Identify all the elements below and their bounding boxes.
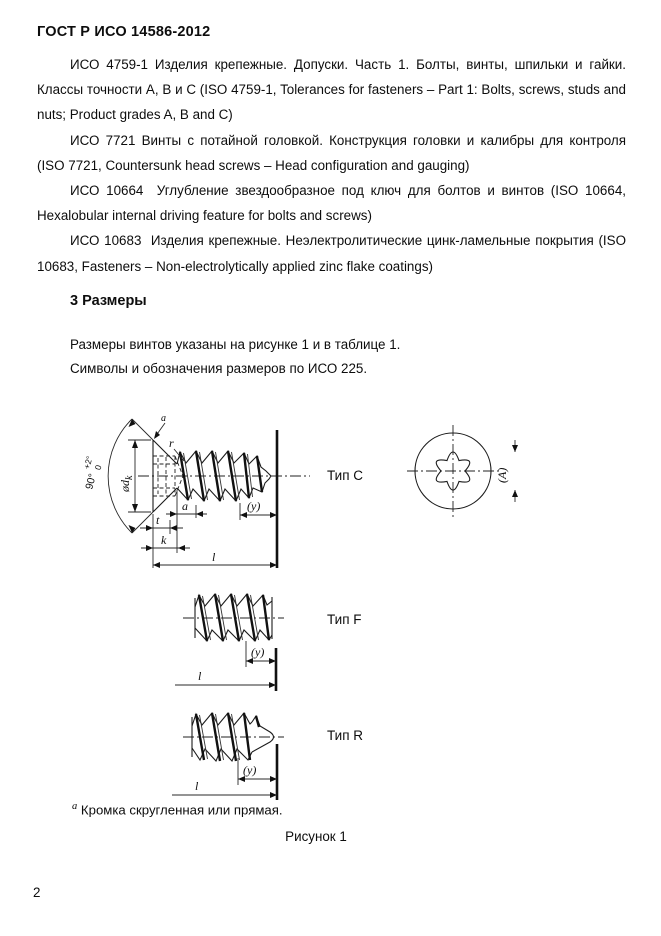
angle-tolerance-lower: 0 bbox=[92, 463, 104, 472]
dimension-lines bbox=[172, 758, 277, 795]
dk-label: ød bbox=[118, 480, 132, 492]
radius-leader-line bbox=[174, 449, 184, 461]
footnote-marker: a bbox=[72, 801, 78, 812]
section-heading: 3 Размеры bbox=[70, 293, 147, 309]
type-c-label: Тип C bbox=[327, 468, 364, 483]
reference-paragraph: ИСО 4759-1 Изделия крепежные. Допуски. Часть 1. Болты, винты, шпильки и гайки. Классы точности А, В и С (ISO 4759-1, Tolerances for fasteners – Part 1: Bolts, screws, studs and nuts; Product grades A, B and C) bbox=[37, 57, 626, 123]
dim-l-label: l bbox=[212, 550, 216, 564]
dim-a-label: a bbox=[182, 499, 188, 513]
dim-A-label: (A) bbox=[495, 467, 509, 483]
type-f-view bbox=[175, 594, 362, 691]
angle-tolerance-upper: +2° bbox=[81, 454, 95, 471]
dim-t-label: t bbox=[156, 513, 160, 527]
dk-label-group bbox=[118, 475, 135, 493]
footnote-text: Кромка скругленная или прямая. bbox=[80, 802, 283, 818]
edge-leader-arrowhead bbox=[154, 431, 160, 439]
section-paragraph: Символы и обозначения размеров по ИСО 225. bbox=[70, 361, 368, 376]
top-view-centerlines bbox=[407, 425, 499, 517]
dim-k-label: k bbox=[161, 533, 167, 547]
type-f-label: Тип F bbox=[327, 612, 362, 627]
A-label-group bbox=[495, 468, 509, 483]
normative-references bbox=[37, 52, 626, 279]
page-number: 2 bbox=[33, 885, 41, 900]
angle-label-group bbox=[77, 455, 106, 491]
rounded-point-outline bbox=[252, 716, 274, 752]
reference-paragraph: ИСО 7721 Винты с потайной головкой. Конструкция головки и калибры для контроля (ISO 7721, Countersunk head screws – Head configuration and gauging) bbox=[37, 132, 626, 173]
reference-paragraph: ИСО 10683 Изделия крепежные. Неэлектролитические цинк-ламельные покрытия (ISO 10683, Fasteners – Non-electrolytically applied zinc flake coatings) bbox=[37, 233, 626, 274]
dimension-arrowheads bbox=[246, 658, 276, 688]
radius-label: r bbox=[169, 436, 174, 450]
dim-y-label: (y) bbox=[243, 763, 257, 777]
dim-l-label: l bbox=[195, 779, 199, 793]
figure-caption: Рисунок 1 bbox=[285, 829, 347, 844]
head-top-view bbox=[407, 425, 518, 517]
figure-1-drawing bbox=[0, 400, 661, 810]
angle-value: 90° bbox=[83, 472, 100, 491]
type-c-view bbox=[77, 413, 364, 568]
edge-footnote-marker: a bbox=[161, 413, 166, 424]
dim-y-label: (y) bbox=[247, 499, 261, 513]
figure-footnote bbox=[72, 801, 283, 817]
type-r-view bbox=[172, 713, 363, 800]
dim-y-label: (y) bbox=[251, 645, 265, 659]
doc-code-header: ГОСТ Р ИСО 14586-2012 bbox=[37, 24, 211, 40]
dk-label-subscript: k bbox=[124, 475, 135, 480]
reference-paragraph: ИСО 10664 Углубление звездообразное под ключ для болтов и винтов (ISO 10664, Hexalobular internal driving feature for bolts and screws) bbox=[37, 183, 626, 224]
A-dimension-arrowheads bbox=[512, 445, 518, 497]
section-paragraph: Размеры винтов указаны на рисунке 1 и в таблице 1. bbox=[70, 337, 401, 352]
dim-l-label: l bbox=[198, 669, 202, 683]
type-r-label: Тип R bbox=[327, 728, 364, 743]
